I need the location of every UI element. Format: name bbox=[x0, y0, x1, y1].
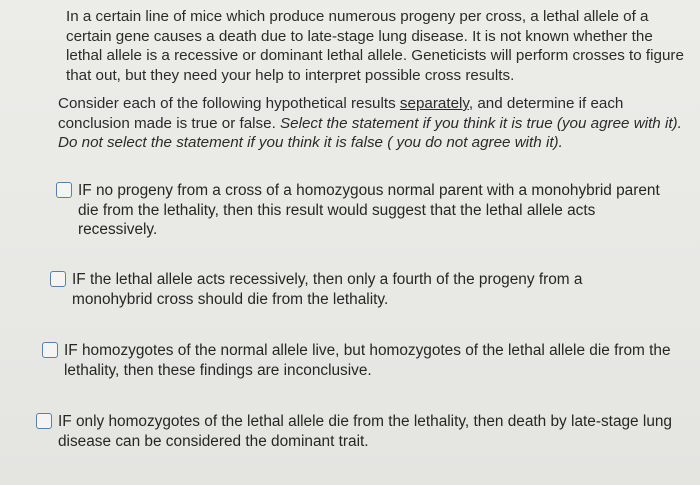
instructions-text-1: Consider each of the following hypothetical results bbox=[58, 95, 400, 112]
instructions-underlined: separately bbox=[399, 95, 469, 112]
instructions-italic: Select the statement if you think it is true (you agree with it). Do not select the statement if you think it is false ( you do not agree with it). bbox=[58, 114, 682, 151]
checkbox-option-1[interactable] bbox=[56, 182, 72, 198]
checkbox-option-2[interactable] bbox=[50, 271, 66, 287]
question-intro: In a certain line of mice which produce numerous progeny per cross, a lethal allele of a certain gene causes a death due to late-stage lung disease. It is not known whether the lethal allele is a recessive or dominant lethal allele. Geneticists will perform crosses to figure that out, but they need your help to interpret possible cross results. bbox=[66, 8, 684, 84]
answer-option-4[interactable] bbox=[36, 412, 686, 451]
option-1-label[interactable]: IF no progeny from a cross of a homozygous normal parent with a monohybrid parent die from the lethality, then this result would suggest that the lethal allele acts recessively. bbox=[78, 182, 660, 238]
checkbox-option-4[interactable] bbox=[36, 413, 52, 429]
checkbox-option-3[interactable] bbox=[42, 342, 58, 358]
option-2-label[interactable]: IF the lethal allele acts recessively, then only a fourth of the progeny from a monohybrid cross should die from the lethality. bbox=[72, 271, 583, 308]
answer-option-2[interactable] bbox=[50, 270, 650, 309]
option-4-label[interactable]: IF only homozygotes of the lethal allele die from the lethality, then death by late-stage lung disease can be considered the dominant trait. bbox=[58, 413, 672, 450]
question-instructions bbox=[58, 94, 683, 153]
answer-option-3[interactable] bbox=[42, 341, 687, 380]
answer-option-1[interactable] bbox=[56, 181, 666, 240]
instructions-text-2: , and determine if each conclusion made is true or false. bbox=[58, 95, 624, 132]
option-3-label[interactable]: IF homozygotes of the normal allele live, but homozygotes of the lethal allele die from the lethality, then these findings are inconclusive. bbox=[64, 342, 671, 379]
